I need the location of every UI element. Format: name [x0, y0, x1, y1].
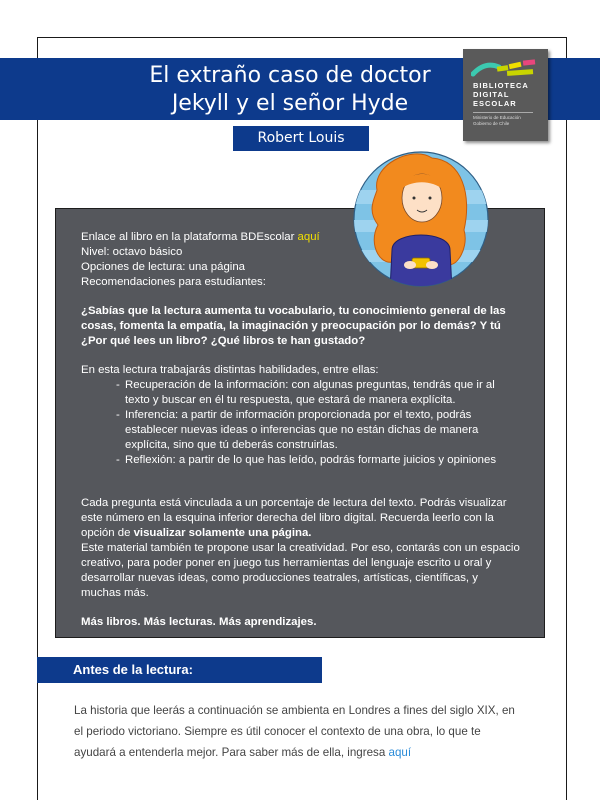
- slogan: Más libros. Más lecturas. Más aprendizajes.: [81, 616, 317, 628]
- skill-item: - Inferencia: a partir de información proporcionada por el texto, podrás establecer nuevas ideas o inferencias que no están dichas de manera explícita, sino que tú deberás construirlas.: [116, 408, 520, 453]
- context-link[interactable]: aquí: [388, 746, 412, 759]
- page-title: [120, 62, 460, 118]
- author-label: Robert Louis: [233, 126, 369, 151]
- book-details: [81, 230, 346, 290]
- skill-item: - Reflexión: a partir de lo que has leído, podrás formarte juicios y opiniones: [116, 453, 520, 468]
- logo-books-icon: [471, 57, 541, 79]
- reading-options-text: Opciones de lectura: una página: [81, 261, 246, 273]
- reading-question: ¿Sabías que la lectura aumenta tu vocabulario, tu conocimiento general de las cosas, fomenta la empatía, la imaginación y preocupación por lo demás? Y tú ¿Por qué lees un libro? ¿Qué libros te han gustado?: [81, 305, 506, 347]
- creativity-paragraph: Este material también te propone usar la creatividad. Por eso, contarás con un espacio creativo, para poder poner en juego tus herramientas del lenguaje escrito u oral y desarrollar nuevas ideas, como producciones teatrales, artísticas, científicas, y muchas más.: [81, 542, 520, 599]
- book-link-line: Enlace al libro en la plataforma BDEscolar aquí: [81, 231, 320, 243]
- level-text: Nivel: octavo básico: [81, 246, 183, 258]
- skills-intro: En esta lectura trabajarás distintas habilidades, entre ellas:: [81, 364, 379, 376]
- title-line-2: Jekyll y el señor Hyde: [171, 91, 409, 116]
- skill-item: - Recuperación de la información: con algunas preguntas, tendrás que ir al texto y buscar en él tu respuesta, que estará de manera explícita.: [116, 378, 520, 408]
- reading-girl-illustration: [352, 150, 490, 288]
- logo-subtitle: Ministerio de Educación Gobierno de Chile: [473, 112, 533, 127]
- context-paragraph: La historia que leerás a continuación se ambienta en Londres a fines del siglo XIX, en el periodo victoriano. Siempre es útil conocer el contexto de una obra, lo que te ayudará a entenderla mejor. Para saber más de ella, ingresa aquí: [74, 704, 515, 759]
- section-header-antes: Antes de la lectura:: [37, 657, 322, 683]
- recommendations-heading: Recomendaciones para estudiantes:: [81, 276, 266, 288]
- book-link[interactable]: aquí: [297, 231, 320, 243]
- skills-list: [81, 378, 520, 468]
- title-line-1: El extraño caso de doctor: [149, 63, 431, 88]
- logo-text: BIBLIOTECA DIGITAL ESCOLAR: [473, 81, 529, 108]
- percentage-paragraph: Cada pregunta está vinculada a un porcentaje de lectura del texto. Podrás visualizar este número en la esquina inferior derecha del libro digital. Recuerda leerlo con la opción de visualizar solamente una página.: [81, 497, 507, 539]
- biblioteca-digital-logo: [463, 49, 548, 141]
